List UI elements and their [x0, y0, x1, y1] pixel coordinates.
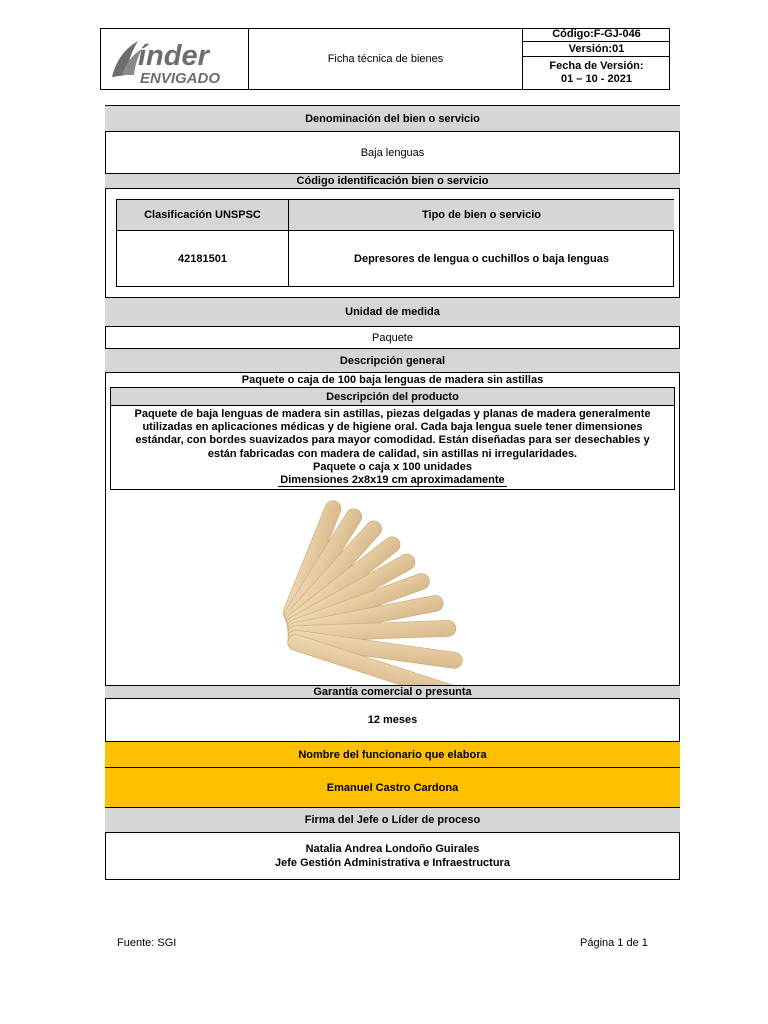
product-heading: Descripción del producto — [111, 388, 674, 406]
tongue-depressors-image — [270, 490, 520, 685]
unspsc-value: 42181501 — [117, 231, 289, 287]
product-line: Dimensiones 2x8x19 cm aproximadamente — [280, 474, 505, 487]
document-version: Versión:01 — [523, 42, 670, 57]
product-description-box — [110, 387, 675, 490]
unspsc-heading: Clasificación UNSPSC — [117, 200, 289, 231]
unit-value: Paquete — [105, 327, 680, 349]
product-description — [111, 408, 674, 487]
logo-subtitle: ENVIGADO — [140, 70, 221, 87]
product-line: Paquete de baja lenguas de madera sin astillas, piezas delgadas y planas de madera generalmente — [134, 408, 651, 420]
product-line: están fabricadas con madera de calidad, sin astillas ni irregularidades. — [207, 447, 578, 460]
logo-wordmark: índer — [138, 40, 209, 72]
author-heading: Nombre del funcionario que elabora — [105, 742, 680, 768]
footer-page-number: Página 1 de 1 — [580, 937, 648, 949]
type-value: Depresores de lengua o cuchillos o baja lenguas — [354, 253, 609, 265]
warranty-value: 12 meses — [105, 699, 680, 742]
document-meta — [522, 28, 670, 90]
product-line: utilizadas en aplicaciones médicas y de higiene oral. Cada baja lengua suele tener dimensiones — [142, 421, 643, 434]
general-heading: Descripción general — [105, 349, 680, 373]
denomination-value: Baja lenguas — [105, 132, 680, 174]
logo — [100, 28, 249, 90]
code-heading: Código identificación bien o servicio — [105, 174, 680, 189]
product-line: estándar, con bordes suavizados para mayor comodidad. Están diseñadas para ser desechables y — [135, 434, 650, 447]
author-value: Emanuel Castro Cardona — [105, 768, 680, 808]
inder-logo-graphic — [104, 31, 244, 87]
denomination-heading: Denominación del bien o servicio — [105, 106, 680, 132]
version-date-value: 01 – 10 - 2021 — [561, 73, 632, 85]
signature-role: Jefe Gestión Administrativa e Infraestructura — [275, 857, 510, 869]
unspsc-table — [116, 199, 674, 287]
signature-block — [105, 841, 680, 871]
product-line: Paquete o caja x 100 unidades — [313, 460, 472, 473]
signature-name: Natalia Andrea Londoño Guirales — [305, 843, 480, 855]
general-value: Paquete o caja de 100 baja lenguas de madera sin astillas — [241, 374, 544, 386]
type-heading: Tipo de bien o servicio — [289, 200, 674, 231]
footer-source: Fuente: SGI — [117, 937, 177, 949]
document-title: Ficha técnica de bienes — [327, 53, 444, 65]
warranty-heading: Garantía comercial o presunta — [105, 685, 680, 699]
version-date — [523, 57, 670, 89]
unit-heading: Unidad de medida — [105, 297, 680, 327]
signature-heading: Firma del Jefe o Líder de proceso — [105, 808, 680, 833]
version-date-label: Fecha de Versión: — [549, 60, 644, 72]
document-code: Código:F-GJ-046 — [523, 28, 670, 42]
